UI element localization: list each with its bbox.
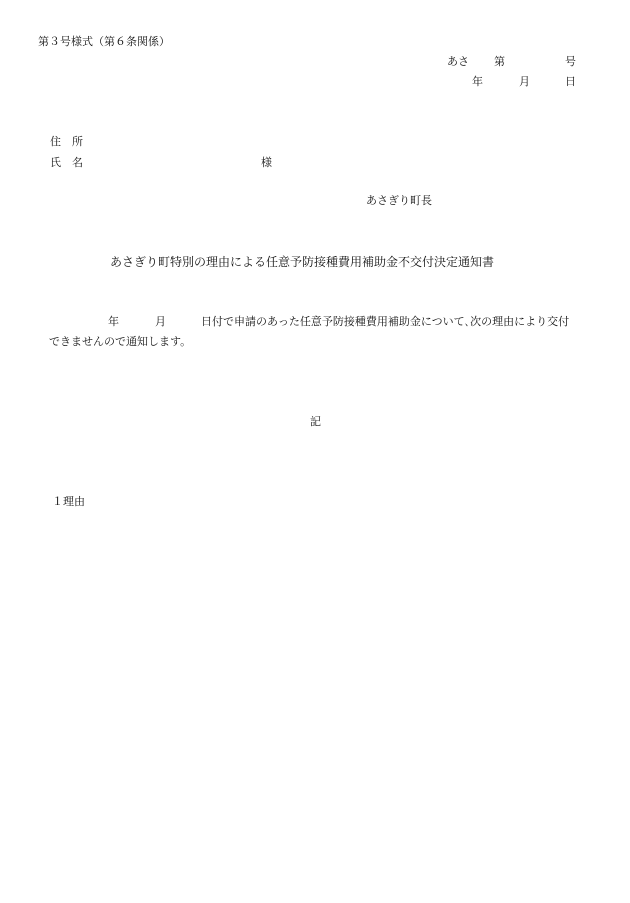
honorific: 様 [261,156,272,169]
name-label: 氏 名 [50,156,83,169]
body-year: 年 [108,315,119,328]
body-line2: できませんので通知します。 [49,335,192,348]
body-month: 月 [155,315,166,328]
reference-go: 号 [565,55,576,68]
address-label: 住 所 [50,135,83,148]
date-year: 年 [472,75,483,88]
date-month: 月 [519,75,530,88]
body-line1-rest: 日付で申請のあった任意予防接種費用補助金について､次の理由により交付 [201,315,570,328]
issuer: あさぎり町長 [366,194,432,207]
document-title: あさぎり町特別の理由による任意予防接種費用補助金不交付決定通知書 [110,255,495,269]
form-label: 第３号様式（第６条関係） [38,35,170,48]
reference-prefix: あさ [447,55,469,68]
ki-marker: 記 [310,415,321,428]
reason-label: １理由 [52,495,85,508]
reference-dai: 第 [494,55,505,68]
date-day: 日 [565,75,576,88]
